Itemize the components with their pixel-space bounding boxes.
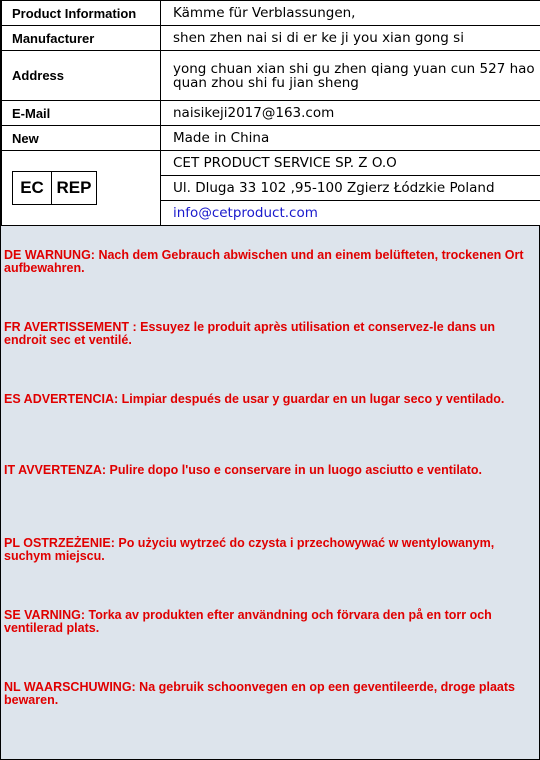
warning-fr: FR AVERTISSEMENT : Essuyez le produit après utilisation et conservez-le dans un endroit sec et ventilé. [4, 320, 496, 347]
label-email: E-Mail [2, 101, 161, 126]
value-ec-rep-address: Ul. Dluga 33 102 ,95-100 Zgierz Łódzkie Poland [161, 176, 540, 201]
label-manufacturer: Manufacturer [2, 26, 161, 51]
value-email: naisikeji2017@163.com [161, 101, 540, 126]
label-new: New [2, 126, 161, 151]
label-address: Address [2, 51, 161, 101]
warning-nl: NL WAARSCHUWING: Na gebruik schoonvegen en op een geventileerde, droge plaats bewaren. [4, 680, 515, 707]
label-product-information: Product Information [2, 1, 161, 26]
ec-rep-badge [12, 171, 97, 205]
row-new [2, 126, 540, 151]
value-address: yong chuan xian shi gu zhen qiang yuan cun 527 hao quan zhou shi fu jian sheng [161, 51, 540, 101]
warning-de: DE WARNUNG: Nach dem Gebrauch abwischen und an einem belüfteten, trockenen Ort aufbewahren. [4, 248, 524, 275]
ec-rep-badge-cell [2, 151, 161, 226]
value-manufacturer: shen zhen nai si di er ke ji you xian gong si [161, 26, 540, 51]
product-info-table [1, 0, 540, 226]
row-manufacturer [2, 26, 540, 51]
value-new: Made in China [161, 126, 540, 151]
row-email [2, 101, 540, 126]
warning-pl: PL OSTRZEŻENIE: Po użyciu wytrzeć do czysta i przechowywać w wentylowanym, suchym miejscu. [4, 536, 495, 563]
warning-se: SE VARNING: Torka av produkten efter användning och förvara den på en torr och ventilerad plats. [4, 608, 492, 635]
ec-rep-email-link[interactable]: info@cetproduct.com [173, 205, 318, 221]
warning-it: IT AVVERTENZA: Pulire dopo l'uso e conservare in un luogo asciutto e ventilato. [4, 463, 483, 477]
value-ec-rep-company: CET PRODUCT SERVICE SP. Z O.O [161, 151, 540, 176]
row-product-information [2, 1, 540, 26]
ec-rep-badge-ec: EC [13, 172, 52, 204]
warning-es: ES ADVERTENCIA: Limpiar después de usar y guardar en un lugar seco y ventilado. [4, 392, 505, 406]
row-address [2, 51, 540, 101]
ec-rep-badge-rep: REP [56, 178, 92, 197]
value-ec-rep-email [161, 201, 540, 226]
value-product-information: Kämme für Verblassungen, [161, 1, 540, 26]
row-ec-rep-company [2, 151, 540, 176]
